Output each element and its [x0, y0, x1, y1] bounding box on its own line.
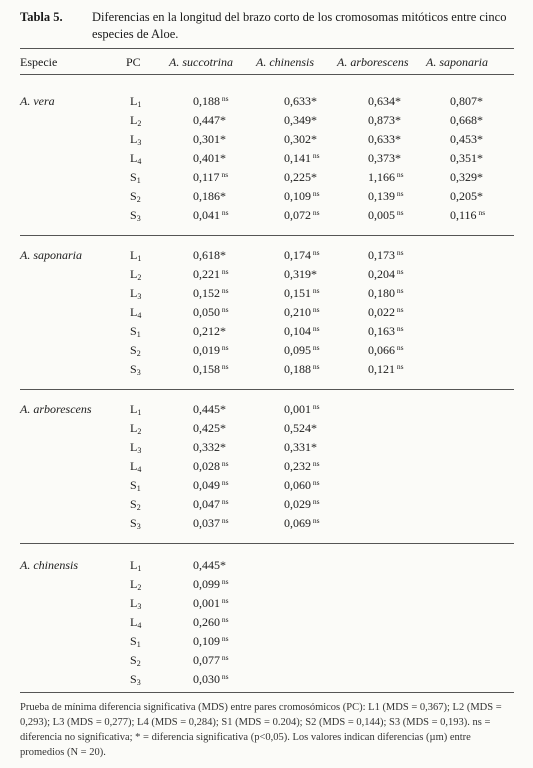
difference-value: 0,301*	[193, 132, 226, 146]
chromosome-pair: $S_1$	[130, 324, 141, 339]
table-row	[20, 478, 514, 497]
chromosome-pair: $S_1$	[130, 170, 141, 185]
chromosome-pair: $L_4$	[130, 615, 142, 630]
difference-value: 0,173 $^{ns}$	[368, 248, 404, 262]
difference-value: 0,077 $^{ns}$	[193, 653, 229, 667]
species-name: A. chinensis	[20, 558, 78, 572]
chromosome-pair: $S_3$	[130, 516, 141, 531]
difference-value: 0,050 $^{ns}$	[193, 305, 229, 319]
table-row	[20, 343, 514, 362]
table-row	[20, 596, 514, 615]
difference-value: 0,668*	[450, 113, 483, 127]
difference-value: 0,633*	[368, 132, 401, 146]
table-title: Diferencias en la longitud del brazo corto de los cromosomas mitóticos entre cinco especies de Aloe.	[92, 10, 507, 41]
table-row	[20, 402, 514, 421]
difference-value: 0,047 $^{ns}$	[193, 497, 229, 511]
difference-value: 0,001 $^{ns}$	[284, 402, 320, 416]
difference-value: 0,302*	[284, 132, 317, 146]
chromosome-pair: $L_2$	[130, 421, 142, 436]
difference-value: 0,066 $^{ns}$	[368, 343, 404, 357]
header-rule	[20, 74, 514, 75]
chromosome-pair: $L_2$	[130, 577, 142, 592]
bottom-rule	[20, 692, 514, 693]
difference-value: 0,151 $^{ns}$	[284, 286, 320, 300]
difference-value: 0,104 $^{ns}$	[284, 324, 320, 338]
chromosome-pair: $L_1$	[130, 94, 142, 109]
table-row	[20, 113, 514, 132]
table-row	[20, 208, 514, 227]
table-row	[20, 615, 514, 634]
chromosome-pair: $L_2$	[130, 113, 142, 128]
chromosome-pair: $S_3$	[130, 362, 141, 377]
chromosome-pair: $L_1$	[130, 558, 142, 573]
difference-value: 1,166 $^{ns}$	[368, 170, 404, 184]
difference-value: 0,005 $^{ns}$	[368, 208, 404, 222]
table-row	[20, 248, 514, 267]
chromosome-pair: $L_4$	[130, 305, 142, 320]
difference-value: 0,158 $^{ns}$	[193, 362, 229, 376]
header-a-saponaria: A. saponaria	[426, 55, 489, 69]
difference-value: 0,060 $^{ns}$	[284, 478, 320, 492]
header-a-chinensis: A. chinensis	[256, 55, 314, 69]
difference-value: 0,445*	[193, 402, 226, 416]
table-row	[20, 497, 514, 516]
difference-value: 0,212*	[193, 324, 226, 338]
difference-value: 0,116 $^{ns}$	[450, 208, 486, 222]
table-row	[20, 362, 514, 381]
chromosome-pair: $S_3$	[130, 672, 141, 687]
table-row	[20, 653, 514, 672]
table-row	[20, 672, 514, 691]
difference-value: 0,022 $^{ns}$	[368, 305, 404, 319]
table-row	[20, 286, 514, 305]
chromosome-pair: $S_3$	[130, 208, 141, 223]
difference-value: 0,174 $^{ns}$	[284, 248, 320, 262]
table-row	[20, 577, 514, 596]
difference-value: 0,453*	[450, 132, 483, 146]
chromosome-pair: $L_4$	[130, 459, 142, 474]
difference-value: 0,163 $^{ns}$	[368, 324, 404, 338]
difference-value: 0,041 $^{ns}$	[193, 208, 229, 222]
difference-value: 0,072 $^{ns}$	[284, 208, 320, 222]
table-footnote: Prueba de mínima diferencia significativa (MDS) entre pares cromosómicos (PC): L1 (MDS = 0,367); L2 (MDS = 0,293); L3 (MDS = 0,277); L4 (MDS = 0,284); S1 (MDS = 0.204); S2 (MDS = 0,144); S3 (MDS = 0,193). ns = diferencia no significativa; * = diferencia significativa (p<0,05). Los valores indican diferencias (µm) entre promedios (N = 20).	[20, 702, 502, 758]
difference-value: 0,139 $^{ns}$	[368, 189, 404, 203]
table-row	[20, 189, 514, 208]
chromosome-pair: $S_2$	[130, 497, 141, 512]
difference-value: 0,373*	[368, 151, 401, 165]
difference-value: 0,069 $^{ns}$	[284, 516, 320, 530]
section-rule	[20, 389, 514, 390]
difference-value: 0,019 $^{ns}$	[193, 343, 229, 357]
difference-value: 0,028 $^{ns}$	[193, 459, 229, 473]
chromosome-pair: $L_1$	[130, 402, 142, 417]
difference-value: 0,186*	[193, 189, 226, 203]
table-row	[20, 634, 514, 653]
table-row	[20, 459, 514, 478]
table-row	[20, 94, 514, 113]
difference-value: 0,232 $^{ns}$	[284, 459, 320, 473]
chromosome-pair: $L_3$	[130, 132, 142, 147]
difference-value: 0,332*	[193, 440, 226, 454]
difference-value: 0,188 $^{ns}$	[284, 362, 320, 376]
header-pc: PC	[126, 55, 141, 69]
difference-value: 0,447*	[193, 113, 226, 127]
difference-value: 0,188 $^{ns}$	[193, 94, 229, 108]
difference-value: 0,329*	[450, 170, 483, 184]
difference-value: 0,205*	[450, 189, 483, 203]
difference-value: 0,121 $^{ns}$	[368, 362, 404, 376]
section-rule	[20, 235, 514, 236]
table-row	[20, 132, 514, 151]
difference-value: 0,030 $^{ns}$	[193, 672, 229, 686]
table-row	[20, 151, 514, 170]
species-name: A. saponaria	[20, 248, 83, 262]
difference-value: 0,445*	[193, 558, 226, 572]
difference-value: 0,117 $^{ns}$	[193, 170, 229, 184]
table-row	[20, 324, 514, 343]
difference-value: 0,633*	[284, 94, 317, 108]
chromosome-pair: $S_2$	[130, 343, 141, 358]
difference-value: 0,180 $^{ns}$	[368, 286, 404, 300]
chromosome-pair: $S_1$	[130, 634, 141, 649]
table-row	[20, 267, 514, 286]
difference-value: 0,524*	[284, 421, 317, 435]
chromosome-pair: $L_1$	[130, 248, 142, 263]
chromosome-pair: $L_3$	[130, 286, 142, 301]
difference-value: 0,109 $^{ns}$	[193, 634, 229, 648]
difference-value: 0,141 $^{ns}$	[284, 151, 320, 165]
difference-value: 0,401*	[193, 151, 226, 165]
table-row	[20, 558, 514, 577]
difference-value: 0,109 $^{ns}$	[284, 189, 320, 203]
difference-value: 0,331*	[284, 440, 317, 454]
difference-value: 0,099 $^{ns}$	[193, 577, 229, 591]
difference-value: 0,351*	[450, 151, 483, 165]
difference-value: 0,095 $^{ns}$	[284, 343, 320, 357]
difference-value: 0,319*	[284, 267, 317, 281]
chromosome-pair: $S_1$	[130, 478, 141, 493]
section-rule	[20, 543, 514, 544]
chromosome-pair: $L_3$	[130, 596, 142, 611]
difference-value: 0,001 $^{ns}$	[193, 596, 229, 610]
difference-value: 0,349*	[284, 113, 317, 127]
species-name: A. vera	[20, 94, 55, 108]
header-a-arborescens: A. arborescens	[337, 55, 409, 69]
difference-value: 0,152 $^{ns}$	[193, 286, 229, 300]
table-row	[20, 170, 514, 189]
table-number: Tabla 5.	[20, 10, 63, 24]
difference-value: 0,618*	[193, 248, 226, 262]
top-rule	[20, 48, 514, 49]
difference-value: 0,204 $^{ns}$	[368, 267, 404, 281]
chromosome-pair: $S_2$	[130, 653, 141, 668]
table-row	[20, 421, 514, 440]
difference-value: 0,807*	[450, 94, 483, 108]
difference-value: 0,049 $^{ns}$	[193, 478, 229, 492]
difference-value: 0,873*	[368, 113, 401, 127]
chromosome-pair: $L_3$	[130, 440, 142, 455]
difference-value: 0,037 $^{ns}$	[193, 516, 229, 530]
table-row	[20, 305, 514, 324]
species-name: A. arborescens	[20, 402, 92, 416]
difference-value: 0,225*	[284, 170, 317, 184]
difference-value: 0,260 $^{ns}$	[193, 615, 229, 629]
difference-value: 0,029 $^{ns}$	[284, 497, 320, 511]
chromosome-pair: $L_4$	[130, 151, 142, 166]
table-row	[20, 440, 514, 459]
table-row	[20, 516, 514, 535]
header-especie: Especie	[20, 55, 58, 69]
difference-value: 0,210 $^{ns}$	[284, 305, 320, 319]
chromosome-pair: $L_2$	[130, 267, 142, 282]
difference-value: 0,221 $^{ns}$	[193, 267, 229, 281]
difference-value: 0,634*	[368, 94, 401, 108]
chromosome-pair: $S_2$	[130, 189, 141, 204]
difference-value: 0,425*	[193, 421, 226, 435]
header-a-succotrina: A. succotrina	[169, 55, 233, 69]
